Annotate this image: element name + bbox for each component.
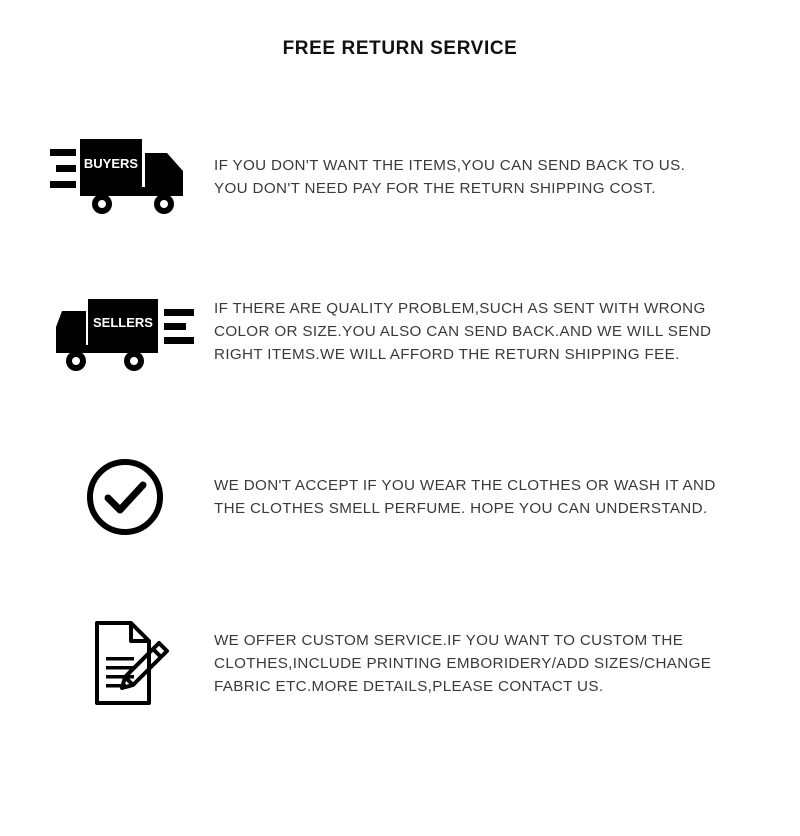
text-line: COLOR OR SIZE.YOU ALSO CAN SEND BACK.AND WE WILL SEND (214, 322, 712, 340)
text-line: IF THERE ARE QUALITY PROBLEM,SUCH AS SENT WITH WRONG (214, 299, 706, 317)
section-no-worn-items (0, 438, 800, 556)
text-line: YOU DON'T NEED PAY FOR THE RETURN SHIPPING COST. (214, 180, 656, 197)
text-line: IF YOU DON'T WANT THE ITEMS,YOU CAN SEND BACK TO US. (214, 157, 686, 174)
page-title: FREE RETURN SERVICE (282, 38, 518, 59)
section-buyers-text (210, 154, 770, 200)
truck-badge-label: BUYERS (83, 156, 139, 171)
section-buyers (0, 118, 800, 236)
section-custom-service (0, 604, 800, 722)
section-custom-service-text (210, 629, 770, 698)
text-line: WE DON'T ACCEPT IF YOU WEAR THE CLOTHES OR WASH IT AND (214, 477, 716, 494)
text-line: CLOTHES,INCLUDE PRINTING EMBORIDERY/ADD SIZES/CHANGE (214, 654, 712, 672)
check-circle-icon (40, 452, 210, 542)
section-sellers-text (210, 297, 770, 366)
text-line: FABRIC ETC.MORE DETAILS,PLEASE CONTACT US. (214, 677, 604, 695)
truck-buyers-icon (40, 127, 210, 227)
text-line: WE OFFER CUSTOM SERVICE.IF YOU WANT TO CUSTOM THE (214, 631, 684, 649)
document-pencil-icon (40, 613, 210, 713)
section-no-worn-items-text (210, 474, 770, 520)
truck-badge-label: SELLERS (93, 315, 153, 330)
section-sellers (0, 272, 800, 390)
text-line: THE CLOTHES SMELL PERFUME. HOPE YOU CAN UNDERSTAND. (214, 500, 708, 517)
text-line: RIGHT ITEMS.WE WILL AFFORD THE RETURN SHIPPING FEE. (214, 345, 680, 363)
sections-list (0, 118, 800, 722)
truck-sellers-icon (40, 281, 210, 381)
